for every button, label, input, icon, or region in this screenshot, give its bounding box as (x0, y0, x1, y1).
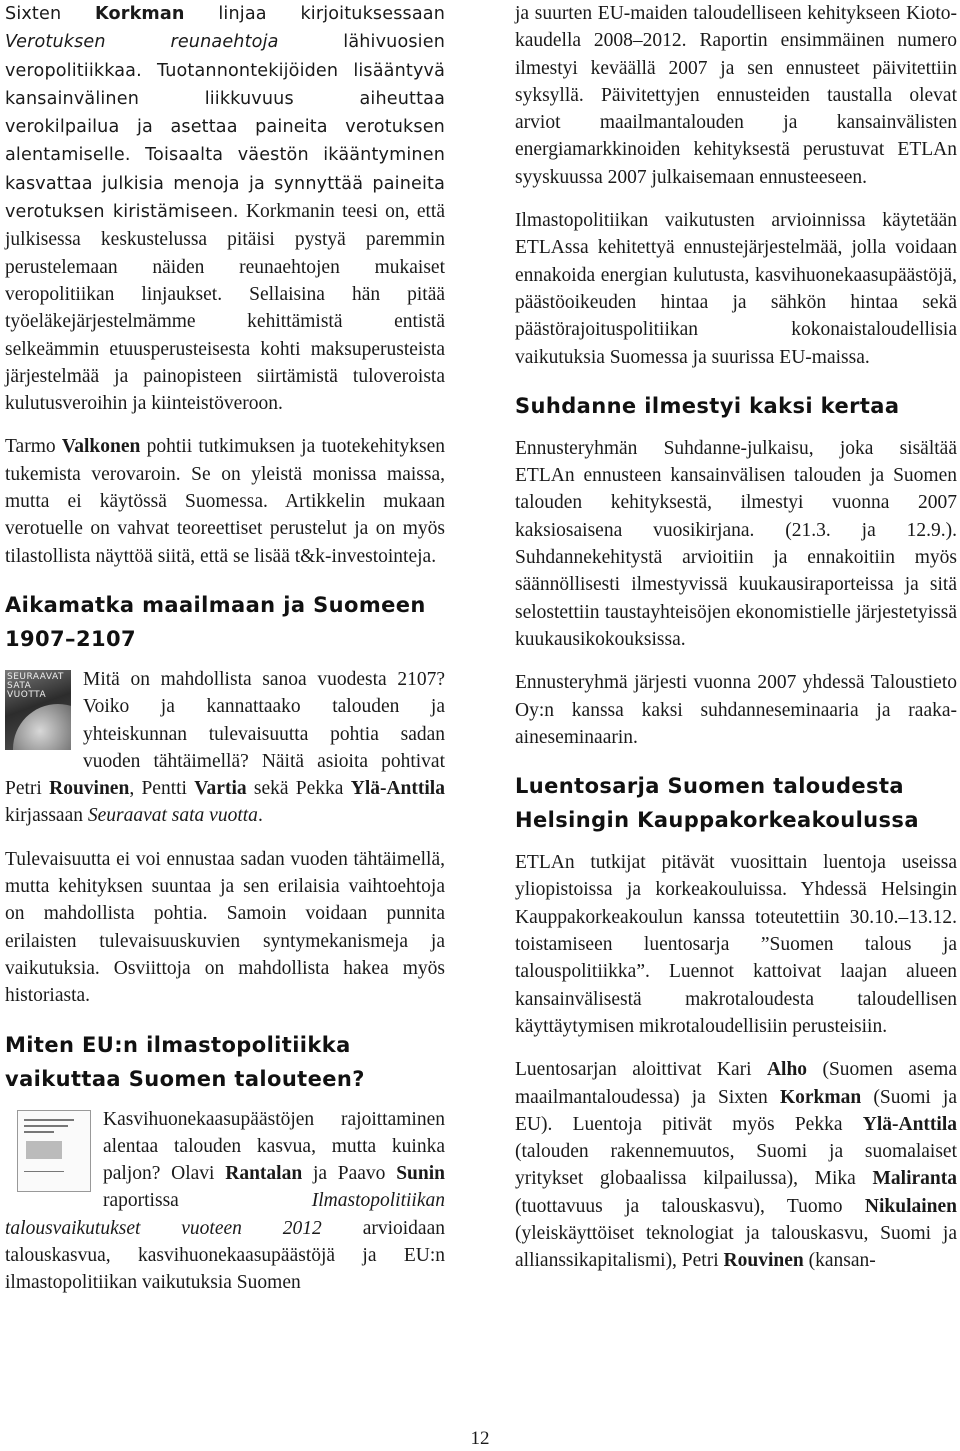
paragraph-kasvihuone: Kasvihuonekaasupäästöjen rajoittaminen alentaa talouden kasvua, mutta kuinka paljon? Olavi Rantalan ja Paavo Sunin raportissa Ilmastopolitiikan talousvaikutukset vuoteen 2012 arvioidaan talouskasvua, kasvihuonekaasupäästöjä ja EU:n ilmastopolitiikan vaikutuksia Suomen (5, 1108, 446, 1294)
book-cover-seuraavat-image (5, 670, 71, 750)
author-name: Nikulainen (864, 1195, 957, 1217)
book-cover-title: SEURAAVAT SATA VUOTTA (7, 671, 64, 700)
author-name: Vartia (194, 778, 247, 800)
right-column (515, 0, 957, 1275)
author-name: Alho (766, 1059, 808, 1081)
section-heading-suhdanne: Suhdanne ilmestyi kaksi kertaa (515, 393, 900, 418)
section-heading-ilmastopolitiikka: Miten EU:n ilmastopolitiikka vaikuttaa Suomen talouteen? (5, 1032, 365, 1091)
author-name: Korkman (779, 1086, 862, 1108)
section-heading-aikamatka: Aikamatka maailmaan ja Suomeen 1907–2107 (5, 592, 426, 651)
author-name: Korkman (95, 4, 185, 24)
author-name: Ylä-Anttila (350, 778, 445, 800)
paragraph-ennustejarjestelma: Ilmastopolitiikan vaikutusten arvioinnissa käytetään ETLAssa kehitettyä ennustejärjestelmää, jolla voidaan ennakoida energian kulutusta, kasvihuonekaasupäästöjä, päästöoikeuden hintaa ja sähkön hintaa sekä päästörajoituspolitiikan kokonaistaloudellisia vaikutuksia Suomessa ja suurissa EU-maissa. (515, 210, 957, 368)
author-name: Valkonen (61, 436, 141, 458)
paragraph-seuraavat: SEURAAVAT SATA VUOTTA Mitä on mahdollista sanoa vuodesta 2107? Voiko ja kannattaako talouden ja yhteiskunnan tulevaisuutta pohtia sadan vuoden tähtäimellä? Näitä asioita pohtivat Petri Rouvinen, Pentti Vartia sekä Pekka Ylä-Anttila kirjassaan Seuraavat sata vuotta. (5, 668, 445, 827)
paragraph-kioto: ja suurten EU-maiden taloudelliseen kehitykseen Kioto-kaudella 2008–2012. Raportin ensimmäinen numero ilmestyi keväällä 2007 ja sen ennusteet päivitettiin syksyllä. Päivitettyjen ennusteiden taustalla olevat arviot maailmantalouden ja kansainvälisten energiamarkkinoiden kehityksestä perustuvat ETLAn syyskuussa 2007 julkaisemaan ennusteeseen. (515, 3, 957, 188)
author-name: Maliranta (872, 1168, 957, 1190)
author-name: Ylä-Anttila (862, 1113, 957, 1135)
author-name: Rantalan (225, 1163, 303, 1185)
paragraph-luennot: ETLAn tutkijat pitävät vuosittain luentoja useissa yliopistoissa ja korkeakouluissa. Yhdessä Helsingin Kauppakorkeakoulun kanssa toteutettiin 30.10.–13.12. toistamiseen luentosarja ”Suomen talous ja talouspolitiikka”. Luennot kattoivat laajan alueen kansainvälisestä makrotaloudesta taloudellisen käyttäytymisen mikrotaloudellisiin perusteisiin. (515, 852, 957, 1037)
section-heading-luentosarja: Luentosarja Suomen taloudesta Helsingin Kauppakorkeakoulussa (515, 774, 919, 833)
paragraph-valkonen: Tarmo Valkonen pohtii tutkimuksen ja tuotekehityksen tukemista verovaroin. Se on yleistä monissa maissa, mutta ei käytössä Suomessa. Artikkelin mukaan verotuelle on vahvat teoreettiset perustelut ja on myös tilastollista näyttöä siitä, että se lisää t&k-investointeja. (5, 436, 445, 567)
paragraph-luennoitsijat: Luentosarjan aloittivat Kari Alho (Suomen asema maailmantaloudessa) ja Sixten Korkman (Suomi ja EU). Luentoja pitivät myös Pekka Ylä-Anttila (talouden rakennemuutos, Suomi ja suomalaiset yritykset globaalissa kilpailussa), Mika Maliranta (tuottavuus ja talouskasvu), Tuomo Nikulainen (yleiskäyttöiset teknologiat ja talouskasvu, Suomi ja allianssikapitalismi), Petri Rouvinen (kansan- (515, 1059, 958, 1272)
paragraph-tulevaisuus: Tulevaisuutta ei voi ennustaa sadan vuoden tähtäimellä, mutta kehityksen suuntaa ja sen erilaisia vaihtoehtoja on mahdollista pohtia. Samoin voidaan punnita erilaisten tulevaisuuskuvien syntymekanismeja ja vaikutuksia. Osviittoja on mahdollista hakea myös historiasta. (5, 848, 445, 1007)
article-title: Verotuksen reunaehtoja (5, 32, 279, 53)
paragraph-korkman: Sixten Korkman linjaa kirjoituksessaan Verotuksen reunaehtoja lähivuosien veropolitiikkaa. Tuotannontekijöiden lisääntyvä kansainvälinen liikkuvuus aiheuttaa verokilpailua ja asettaa paineita verotuksen alentamiselle. Toisaalta väestön ikääntyminen kasvattaa julkisia menoja ja synnyttää paineita verotuksen kiristämiseen. Korkmanin teesi on, että julkisessa keskustelussa pitäisi pystyä paremmin perustelemaan näiden reunaehtojen mukaiset veropolitiikan linjaukset. Sellaisina hän pitää työeläkejärjestelmämme kehittämistä entistä selkeämmin etuusperusteisesta kohti maksuperusteista järjestelmää ja painopisteen siirtämistä tuloveroista kulutusveroihin ja kiinteistöveroon. (5, 4, 446, 415)
author-name: Rouvinen (49, 778, 130, 800)
author-name: Sunin (396, 1163, 446, 1185)
paragraph-suhdanne-julkaisu: Ennusteryhmän Suhdanne-julkaisu, joka sisältää ETLAn ennusteen kansainvälisen talouden ja Suomen talouden kehityksestä, ilmestyi vuonna 2007 kaksiosaisena vuosikirjana. (21.3. ja 12.9.). Suhdannekehitystä arvioitiin ja ennakoitiin myös säännöllisesti ilmestyvissä kuukausiraporteissa ja sitä selostettiin taustayhteisöjen ekonomistielle järjestetyissä kuukausikokouksissa. (515, 437, 957, 650)
paragraph-seminaarit: Ennusteryhmä järjesti vuonna 2007 yhdessä Taloustieto Oy:n kanssa kaksi suhdanneseminaaria ja raaka-aineseminaarin. (515, 672, 957, 748)
left-column (5, 0, 445, 1297)
page-number: 12 (470, 1428, 490, 1449)
book-title: Seuraavat sata vuotta (87, 805, 258, 827)
report-title: Ilmastopolitiikan talousvaikutukset vuoteen 2012 (5, 1190, 445, 1239)
author-name: Rouvinen (723, 1250, 804, 1272)
report-cover-image (17, 1110, 91, 1192)
